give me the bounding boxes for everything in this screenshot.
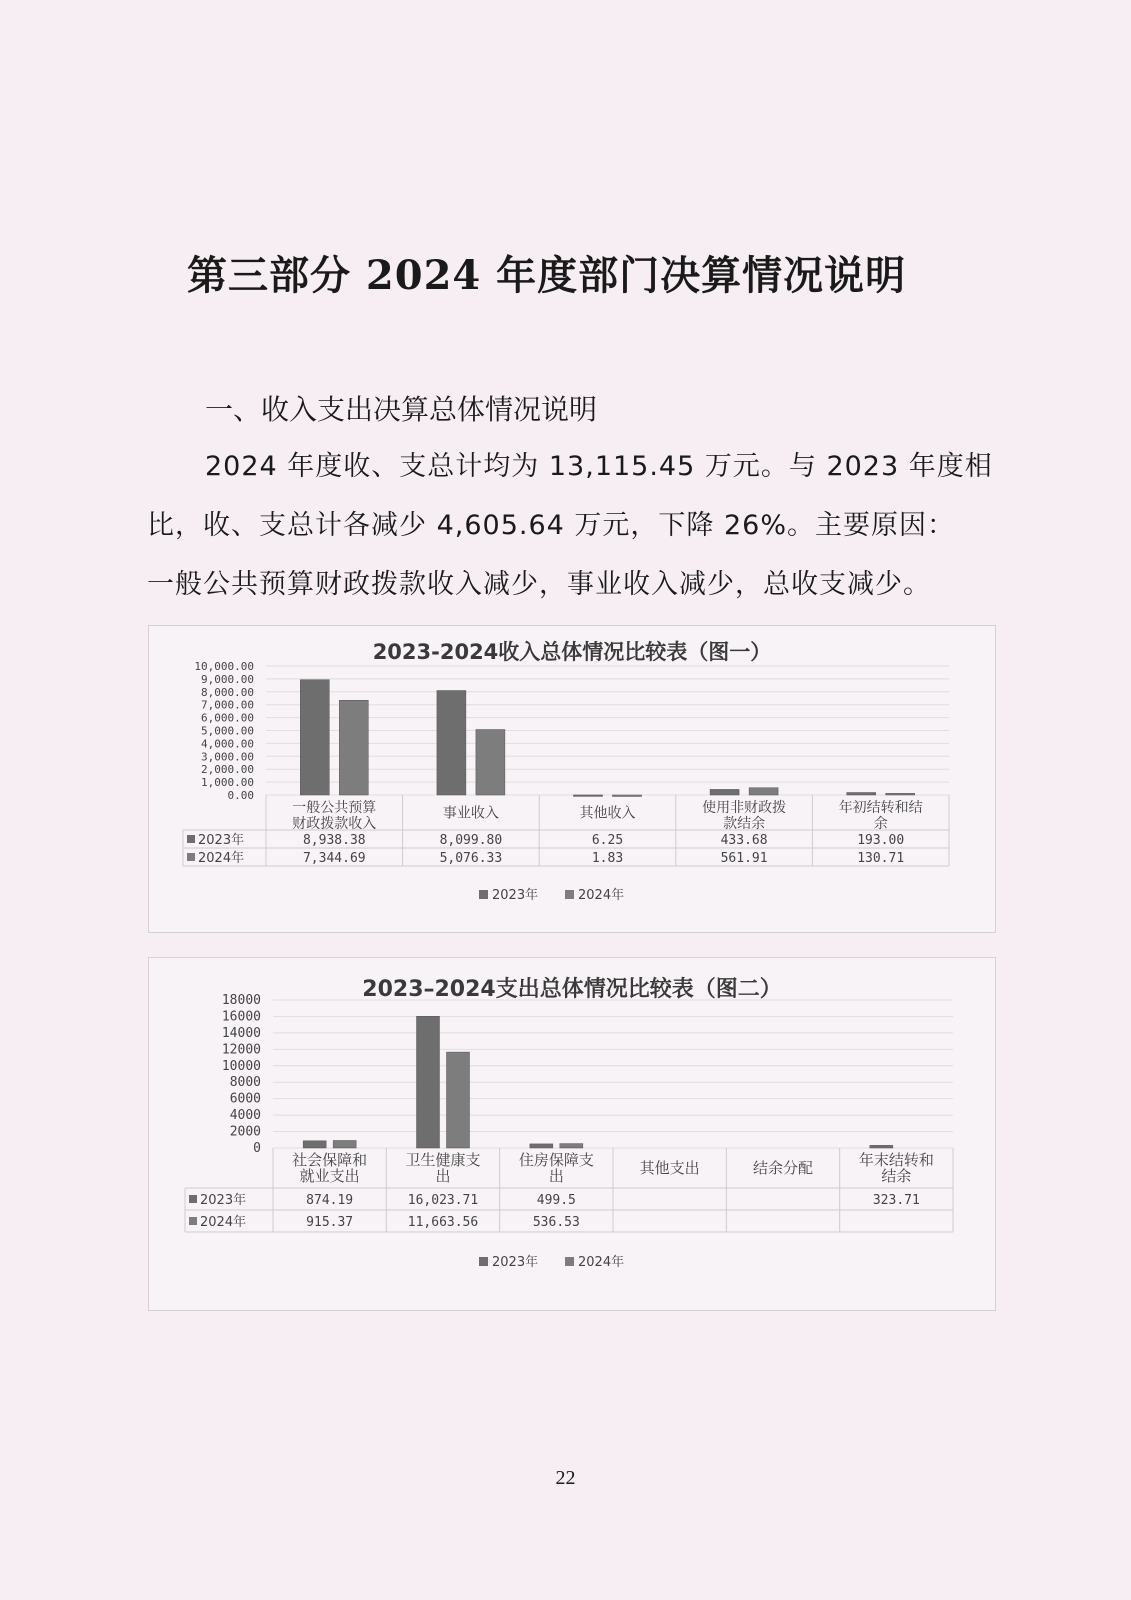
y-tick-label: 12000	[221, 1042, 261, 1058]
y-tick-label: 4000	[229, 1108, 261, 1124]
data-label: 561.91	[720, 851, 768, 866]
expenditure-chart-svg	[149, 958, 995, 1310]
bar-2024年-1	[476, 730, 505, 795]
paragraph-line: 2024 年度收、支总计均为 13,115.45 万元。与 2023 年度相	[205, 451, 993, 482]
series-row-label: 2024年	[198, 851, 245, 866]
category-label: 其他支出	[639, 1159, 700, 1177]
category-label: 住房保障支	[518, 1151, 594, 1169]
expenditure-comparison-chart	[148, 957, 996, 1311]
y-tick-label: 16000	[221, 1009, 261, 1025]
series-row-label: 2023年	[198, 833, 245, 848]
chart-title: 2023-2024收入总体情况比较表（图一）	[372, 640, 772, 664]
legend-key-2023年	[187, 835, 195, 843]
category-label: 结余分配	[752, 1159, 814, 1177]
category-label: 财政拨款收入	[292, 816, 377, 832]
category-label: 出	[548, 1167, 564, 1185]
y-tick-label: 8,000.00	[201, 685, 254, 699]
bar-2024年-1	[447, 1052, 470, 1148]
legend-label: 2023年	[492, 888, 539, 903]
legend-label: 2024年	[578, 1255, 625, 1270]
paragraph-line: 比，收、支总计各减少 4,605.64 万元，下降 26%。主要原因：	[147, 510, 955, 541]
page-title: 第三部分 2024 年度部门决算情况说明	[187, 252, 907, 299]
legend-key-2023年	[479, 890, 488, 899]
y-tick-label: 0.00	[227, 789, 254, 802]
category-label: 余	[873, 816, 888, 832]
legend-key-2024年	[565, 1257, 574, 1266]
data-label: 8,938.38	[302, 833, 366, 848]
y-tick-label: 4,000.00	[201, 737, 254, 751]
bar-2024年-4	[886, 793, 915, 795]
category-label: 年初结转和结	[838, 800, 923, 816]
y-tick-label: 9,000.00	[201, 672, 254, 686]
category-label: 一般公共预算	[292, 800, 377, 816]
bar-2024年-0	[339, 700, 368, 795]
y-tick-label: 10000	[221, 1058, 261, 1074]
bar-2023年-0	[300, 680, 329, 795]
y-tick-label: 10,000.00	[194, 660, 254, 673]
data-label: 874.19	[306, 1193, 354, 1208]
y-tick-label: 14000	[221, 1025, 261, 1041]
data-label: 11,663.56	[407, 1215, 479, 1230]
data-label: 16,023.71	[407, 1193, 479, 1208]
y-tick-label: 8000	[229, 1075, 261, 1091]
bar-2023年-2	[574, 795, 603, 797]
bar-2023年-1	[437, 691, 466, 795]
category-label: 结余	[881, 1167, 912, 1185]
legend-key-2024年	[187, 853, 195, 861]
category-label: 款结余	[723, 816, 766, 832]
paragraph-line: 一般公共预算财政拨款收入减少，事业收入减少，总收支减少。	[147, 569, 931, 600]
data-label: 323.71	[872, 1193, 920, 1208]
data-label: 499.5	[536, 1193, 576, 1208]
y-tick-label: 2000	[229, 1124, 261, 1140]
bar-2023年-3	[710, 789, 739, 795]
category-label: 卫生健康支	[405, 1151, 481, 1169]
bar-2023年-4	[847, 793, 876, 795]
category-label: 事业收入	[442, 805, 499, 822]
data-label: 7,344.69	[302, 851, 366, 866]
legend-key-2024年	[189, 1217, 197, 1225]
category-label: 其他收入	[579, 805, 636, 822]
chart-title: 2023–2024支出总体情况比较表（图二）	[362, 977, 782, 1002]
category-label: 年末结转和	[858, 1151, 934, 1169]
data-label: 915.37	[306, 1215, 354, 1230]
legend-key-2023年	[189, 1195, 197, 1203]
data-label: 193.00	[857, 833, 905, 848]
bar-2023年-5	[870, 1145, 893, 1148]
data-label: 6.25	[591, 833, 624, 848]
y-tick-label: 0	[253, 1141, 261, 1156]
series-row-label: 2023年	[200, 1193, 247, 1208]
category-label: 使用非财政拨	[702, 800, 787, 816]
bar-2024年-2	[560, 1144, 583, 1148]
data-label: 1.83	[591, 851, 624, 866]
category-label: 就业支出	[299, 1167, 360, 1185]
data-label: 8,099.80	[439, 833, 503, 848]
bar-2024年-0	[333, 1140, 356, 1148]
income-chart-svg	[149, 626, 995, 932]
data-label: 433.68	[720, 833, 768, 848]
bar-2023年-2	[530, 1144, 553, 1148]
y-tick-label: 18000	[221, 993, 261, 1008]
bar-2024年-3	[749, 788, 778, 795]
y-tick-label: 7,000.00	[201, 698, 254, 712]
y-tick-label: 6000	[229, 1091, 261, 1107]
bar-2023年-1	[417, 1016, 440, 1148]
section-heading: 一、收入支出决算总体情况说明	[205, 393, 598, 426]
y-tick-label: 3,000.00	[201, 750, 254, 764]
data-label: 5,076.33	[439, 851, 503, 866]
category-label: 出	[435, 1167, 451, 1185]
income-comparison-chart	[148, 625, 996, 933]
y-tick-label: 1,000.00	[201, 776, 254, 790]
legend-key-2023年	[479, 1257, 488, 1266]
series-row-label: 2024年	[200, 1215, 247, 1230]
category-label: 社会保障和	[292, 1151, 368, 1169]
y-tick-label: 6,000.00	[201, 711, 254, 725]
bar-2024年-2	[613, 795, 642, 797]
legend-key-2024年	[565, 890, 574, 899]
data-label: 130.71	[857, 851, 905, 866]
data-label: 536.53	[532, 1215, 580, 1230]
legend-label: 2023年	[492, 1255, 539, 1270]
legend-label: 2024年	[578, 888, 625, 903]
bar-2023年-0	[303, 1141, 326, 1148]
y-tick-label: 2,000.00	[201, 763, 254, 777]
y-tick-label: 5,000.00	[201, 724, 254, 738]
page-number: 22	[555, 1467, 576, 1489]
